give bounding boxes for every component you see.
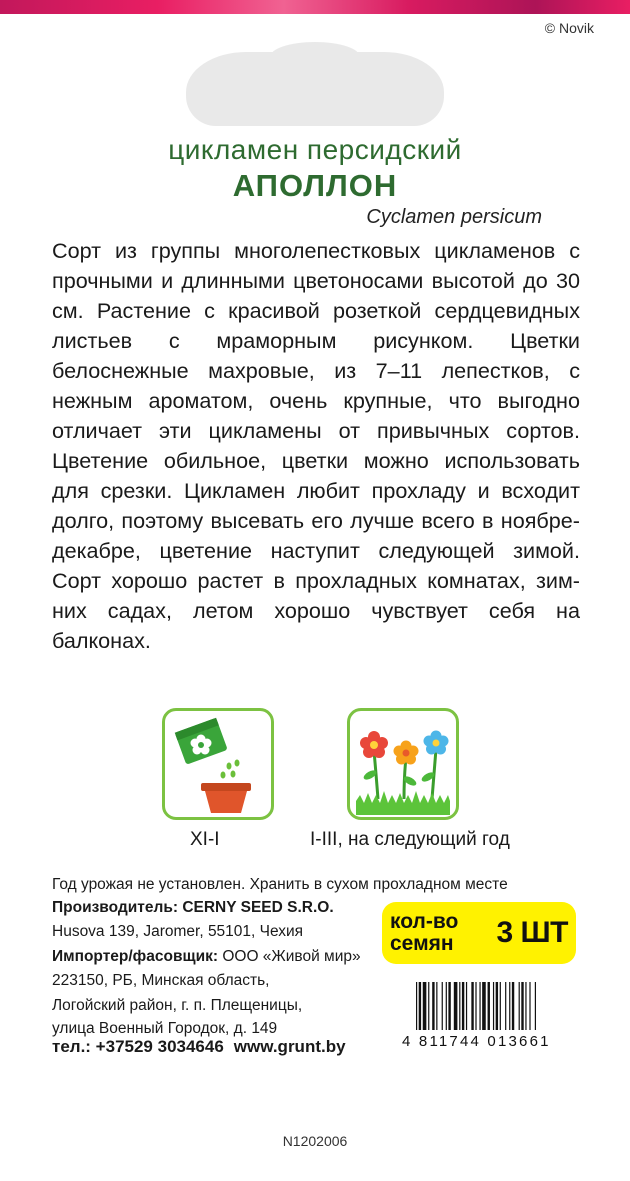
producer-name: CERNY SEED S.R.O. [182, 899, 334, 916]
producer-line [52, 899, 334, 917]
sowing-period-caption: XI-I [190, 829, 220, 850]
flower-photo-strip [0, 0, 630, 14]
seed-count-badge [382, 902, 576, 964]
seed-count-label-line-2: семян [390, 932, 454, 955]
seed-count-label-line-1: кол-во [390, 910, 459, 933]
harvest-storage-note: Год урожая не установлен. Хранить в сухом прохладном месте [52, 876, 508, 893]
importer-address-line-3: улица Военный Городок, д. 149 [52, 1020, 278, 1037]
importer-address-line-2: Логойский район, г. п. Плещеницы, [52, 997, 303, 1014]
hang-hole-cutout [186, 52, 444, 126]
importer-name: ООО «Живой мир» [222, 948, 361, 965]
barcode-digits: 4 811744 013661 [402, 1033, 551, 1050]
flowering-period-caption: I-III, на следующий год [310, 829, 510, 850]
phone-number: тел.: +37529 3034646 [52, 1037, 224, 1056]
seed-count-label [390, 911, 458, 955]
seed-packet-pot-icon [162, 708, 274, 820]
importer-line [52, 948, 361, 966]
article-number: N1202006 [282, 1133, 348, 1149]
importer-address-line-1: 223150, РБ, Минская область, [52, 972, 270, 989]
variety-description: Сорт из группы многолепестковых цикламенов с прочными и длинными цветоносами высотой до 30 см. Растение с красивой розеткой сердцевидных листьев с мраморным рисунком. Цветки белоснежные махровые, из 7–11 лепестков, с нежным ароматом, очень крупные, что выгодно отличает эти цикламены от привычных сортов. Цветение обильное, цветки можно использовать для срезки. Цикламен любит прохладу и всходит долго, поэтому высевать его лучше всего в ноябре-декабре, цветение наступит следующей зимой. Сорт хорошо растет в прохладных комнатах, зимних садах, летом хорошо чувствует себя на балконах. [52, 238, 580, 653]
copyright-text: © Novik [544, 20, 594, 36]
producer-label: Производитель: [52, 899, 179, 916]
contact-line [52, 1037, 346, 1057]
importer-label: Импортер/фасовщик: [52, 948, 219, 965]
variety-title: АПОЛЛОН [232, 168, 398, 203]
seed-count-value: 3 ШТ [496, 916, 568, 949]
website-link[interactable]: www.grunt.by [233, 1037, 346, 1056]
species-title: цикламен персидский [168, 134, 462, 165]
producer-address: Husova 139, Jaromer, 55101, Чехия [52, 923, 304, 940]
latin-name: Cyclamen persicum [366, 206, 542, 228]
flowers-icon [347, 708, 459, 820]
